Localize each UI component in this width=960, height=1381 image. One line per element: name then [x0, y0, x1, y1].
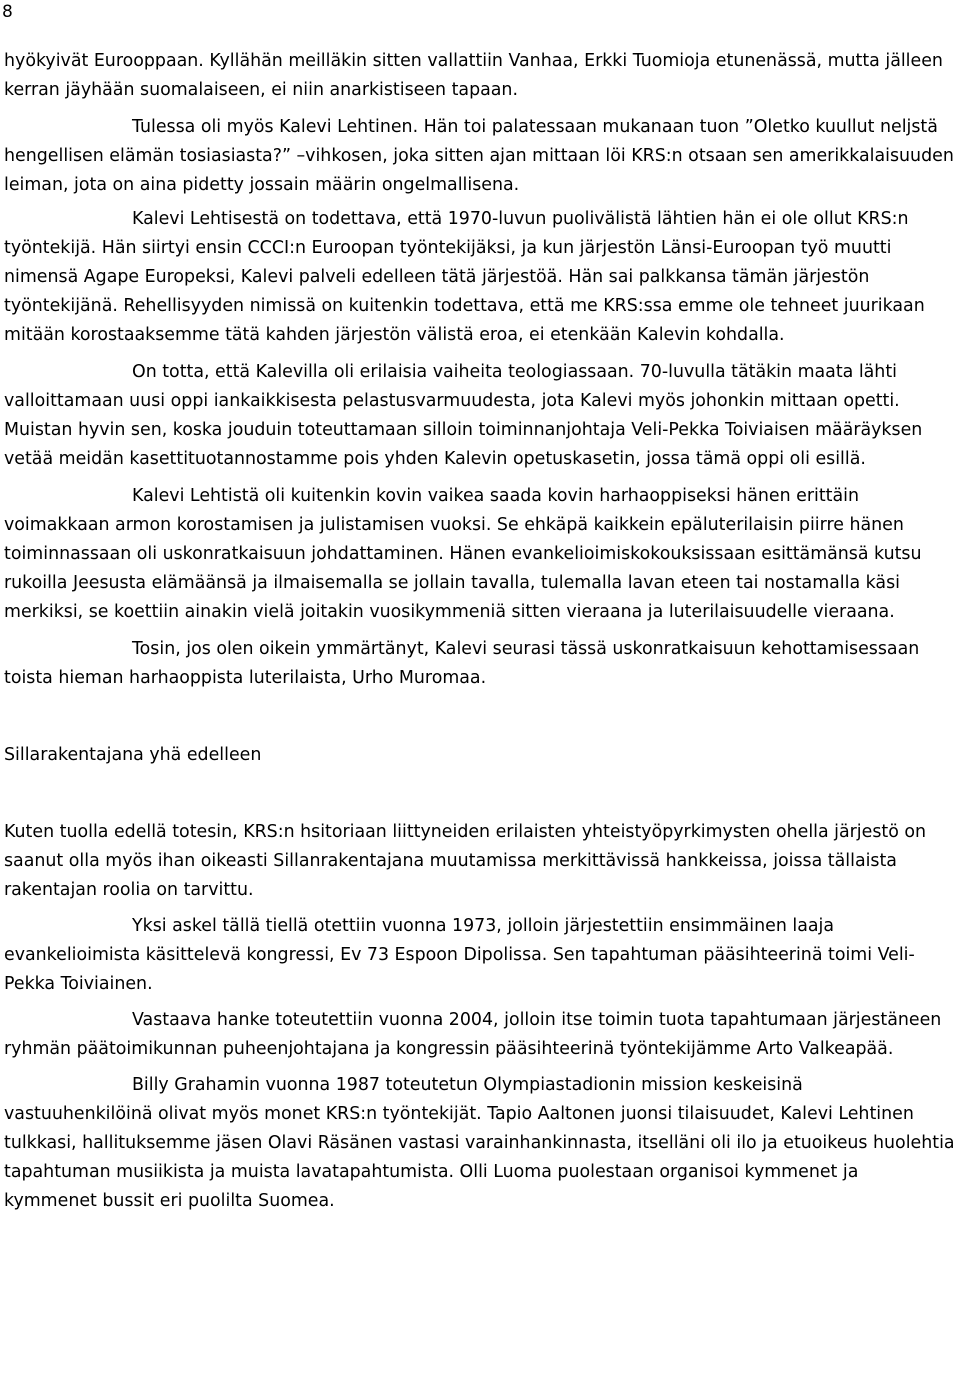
- document-body: [4, 47, 956, 1216]
- paragraph-3: Kalevi Lehtisestä on todettava, että 1970-luvun puolivälistä lähtien hän ei ole ollut KRS:n työntekijä. Hän siirtyi ensin CCCI:n Euroopan työntekijäksi, ja kun järjestön Länsi-Euroopan työ muutti nimensä Agape Europeksi, Kalevi palveli edelleen tätä järjestöä. Hän sai palkkansa tämän järjestön työntekijänä. Rehellisyyden nimissä on kuitenkin todettava, että me KRS:ssa emme ole tehneet juurikaan mitään korostaaksemme tätä kahden järjestön välistä eroa, ei etenkään Kalevin kohdalla.: [4, 209, 925, 345]
- paragraph-8: Yksi askel tällä tiellä otettiin vuonna 1973, jolloin järjestettiin ensimmäinen laaja evankelioimista käsittelevä kongressi, Ev 73 Espoon Dipolissa. Sen tapahtuman pääsihteerinä toimi Veli-Pekka Toiviainen.: [4, 916, 915, 994]
- paragraph-7: Kuten tuolla edellä totesin, KRS:n hsitoriaan liittyneiden erilaisten yhteistyöpyrkimysten ohella järjestö on saanut olla myös ihan oikeasti Sillanrakentajana muutamissa merkittävissä hankkeissa, joissa tällaista rakentajan roolia on tarvittu.: [4, 822, 927, 900]
- paragraph-5: Kalevi Lehtistä oli kuitenkin kovin vaikea saada kovin harhaoppiseksi hänen erittäin voimakkaan armon korostamisen ja julistamisen vuoksi. Se ehkäpä kaikkein epäluterilaisin piirre hänen toiminnassaan oli uskonratkaisuun johdattaminen. Hänen evankelioimiskokouksissaan esittämänsä kutsu rukoilla Jeesusta elämäänsä ja ilmaisemalla se jollain tavalla, tulemalla lavan eteen tai nostamalla käsi merkiksi, se koettiin ainakin vielä joitakin vuosikymmeniä sitten vieraana ja luterilaisuudelle vieraana.: [4, 486, 922, 622]
- paragraph-10: Billy Grahamin vuonna 1987 toteutetun Olympiastadionin mission keskeisinä vastuuhenkilöinä olivat myös monet KRS:n työntekijät. Tapio Aaltonen juonsi tilaisuudet, Kalevi Lehtinen tulkkasi, hallituksemme jäsen Olavi Räsänen vastasi varainhankinnasta, itselläni oli ilo ja etuoikeus huolehtia tapahtuman musiikista ja muista lavatapahtumista. Olli Luoma puolestaan organisoi kymmenet ja kymmenet bussit eri puolilta Suomea.: [4, 1075, 955, 1211]
- paragraph-1: hyökyivät Eurooppaan. Kyllähän meilläkin sitten vallattiin Vanhaa, Erkki Tuomioja etunenässä, mutta jälleen kerran jäyhään suomalaiseen, ei niin anarkistiseen tapaan.: [4, 51, 943, 100]
- paragraph-9: Vastaava hanke toteutettiin vuonna 2004, jolloin itse toimin tuota tapahtumaan järjestäneen ryhmän päätoimikunnan puheenjohtajana ja kongressin pääsihteerinä työntekijämme Arto Valkeapää.: [4, 1010, 942, 1059]
- page-number: 8: [2, 2, 13, 22]
- paragraph-6: Tosin, jos olen oikein ymmärtänyt, Kalevi seurasi tässä uskonratkaisuun kehottamisessaan toista hieman harhaoppista luterilaista, Urho Muromaa.: [4, 639, 920, 688]
- paragraph-4: On totta, että Kalevilla oli erilaisia vaiheita teologiassaan. 70-luvulla tätäkin maata lähti valloittamaan uusi oppi iankaikkisesta pelastusvarmuudesta, jota Kalevi myös johonkin mittaan opetti. Muistan hyvin sen, koska jouduin toteuttamaan silloin toiminnanjohtaja Veli-Pekka Toiviaisen määräyksen vetää meidän kasettituotannostamme pois yhden Kalevin opetuskasetin, jossa tämä oppi oli esillä.: [4, 362, 923, 469]
- section-heading: Sillarakentajana yhä edelleen: [4, 745, 262, 765]
- paragraph-2: Tulessa oli myös Kalevi Lehtinen. Hän toi palatessaan mukanaan tuon ”Oletko kuullut neljstä hengellisen elämän tosiasiasta?” –vihkosen, joka sitten ajan mittaan löi KRS:n otsaan sen amerikkalaisuuden leiman, jota on aina pidetty jossain määrin ongelmallisena.: [4, 117, 954, 195]
